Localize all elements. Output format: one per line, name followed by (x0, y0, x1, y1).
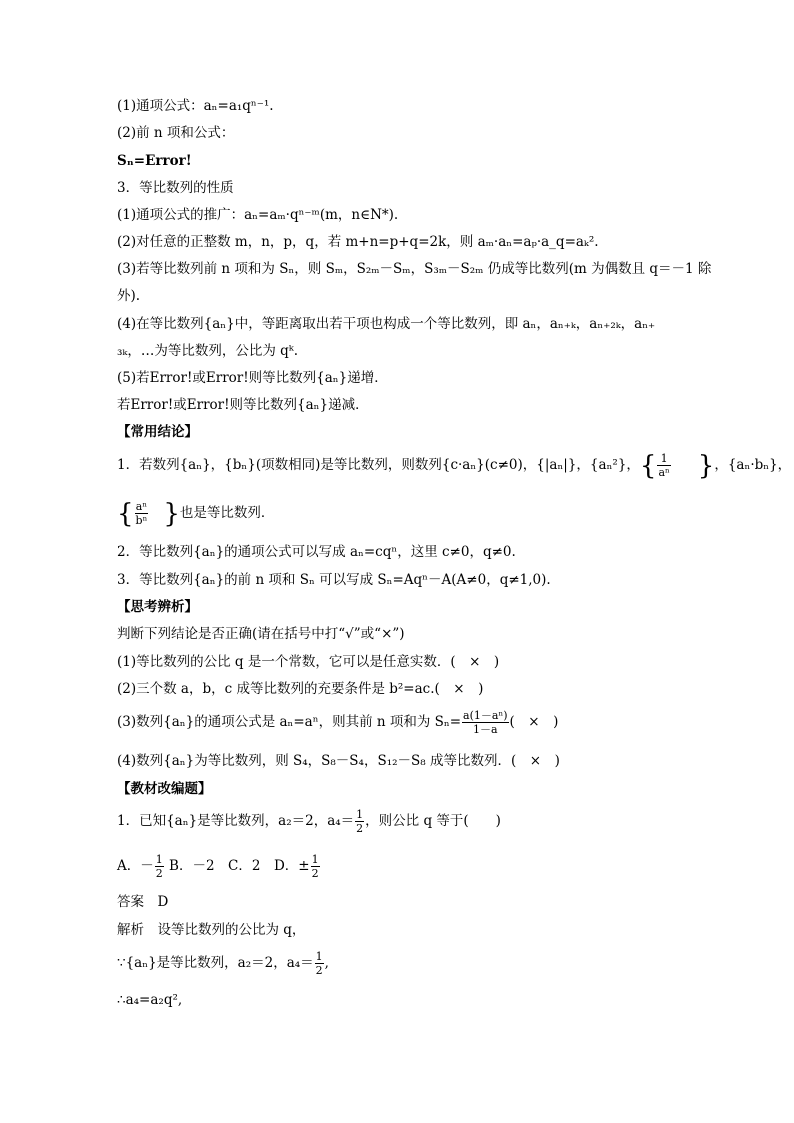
text-line (117, 500, 274, 527)
section-heading: 【教材改编题】 (117, 781, 212, 797)
text-span: 1．若数列{aₙ}，{bₙ}(项数相同)是等比数列，则数列{c·aₙ}(c≠0)，{|aₙ|}，{aₙ²}， (117, 457, 640, 473)
brace-symbol: { (639, 450, 657, 481)
text-span: ，{aₙ·bₙ}， (714, 457, 792, 473)
fraction-denominator: 2 (315, 964, 323, 977)
text-line: 3．等比数列{aₙ}的前 n 项和 Sₙ 可以写成 Sₙ=Aqⁿ－A(A≠0，q≠1,0). (117, 572, 551, 588)
fraction-numerator: 1 (657, 452, 670, 466)
text-span: (3)数列{aₙ}的通项公式是 aₙ=aⁿ，则其前 n 项和为 Sₙ= (117, 714, 462, 730)
fraction-denominator: aⁿ (658, 466, 670, 479)
text-line (117, 709, 558, 736)
text-line: (1)等比数列的公比 q 是一个常数，它可以是任意实数．( × ) (117, 654, 500, 670)
fraction-denominator: 2 (356, 822, 364, 835)
fraction-denominator: bⁿ (135, 514, 148, 527)
text-span: 也是等比数列． (179, 505, 275, 521)
text-line: (4)数列{aₙ}为等比数列，则 S₄，S₈－S₄，S₁₂－S₈ 成等比数列．( × ) (117, 753, 560, 769)
text-span: 1．已知{aₙ}是等比数列，a₂＝2，a₄＝ (117, 813, 355, 829)
text-line: (3)若等比数列前 n 项和为 Sₙ，则 Sₘ，S₂ₘ－Sₘ，S₃ₘ－S₂ₘ 仍成等比数列(m 为偶数且 q＝－1 除 (117, 261, 712, 277)
question-stem (117, 808, 501, 835)
fraction-numerator: 1 (311, 853, 319, 866)
answer-line: 答案 D (117, 894, 169, 910)
solution-line: ∴a₄=a₂q², (117, 992, 183, 1008)
text-span: A．－ (117, 858, 154, 874)
section-heading: 3．等比数列的性质 (117, 180, 234, 196)
fraction (135, 500, 149, 527)
text-line: (2)对任意的正整数 m，n，p，q，若 m+n=p+q=2k，则 aₘ·aₙ=aₚ·a_q=aₖ². (117, 234, 599, 250)
brace-symbol: { (117, 498, 134, 529)
section-heading: 【常用结论】 (117, 424, 198, 440)
fraction-numerator: a(1－aⁿ) (463, 709, 508, 722)
fraction-denominator: 2 (311, 867, 319, 880)
text-span: B．－2 C．2 D．± (164, 858, 310, 874)
text-span: ，则公比 q 等于( ) (365, 813, 501, 829)
text-line: 2．等比数列{aₙ}的通项公式可以写成 aₙ=cqⁿ，这里 c≠0，q≠0. (117, 544, 516, 560)
text-line: (1)通项公式：aₙ=a₁qⁿ⁻¹. (117, 98, 274, 114)
text-line: 外). (117, 288, 141, 304)
text-line: (4)在等比数列{aₙ}中，等距离取出若干项也构成一个等比数列，即 aₙ，aₙ₊ₖ，aₙ₊₂ₖ，aₙ₊ (117, 316, 656, 332)
fraction-denominator: 1－a (473, 723, 498, 736)
fraction (155, 853, 164, 880)
solution-line: 解析 设等比数列的公比为 q， (117, 922, 306, 938)
text-line: Sₙ=Error! (117, 153, 192, 169)
fraction-numerator: 1 (315, 950, 323, 963)
fraction-numerator: 1 (356, 808, 364, 821)
solution-line (117, 950, 329, 977)
text-line: (1)通项公式的推广：aₙ=aₘ·qⁿ⁻ᵐ(m，n∈N*). (117, 207, 399, 223)
fraction (657, 452, 670, 479)
brace-symbol: } (697, 450, 715, 481)
text-line: 若Error!或Error!则等比数列{aₙ}递减． (117, 397, 369, 413)
text-line: (5)若Error!或Error!则等比数列{aₙ}递增． (117, 370, 388, 386)
fraction-denominator: 2 (155, 867, 163, 880)
fraction (311, 853, 320, 880)
fraction (462, 709, 508, 736)
text-line: (2)三个数 a，b，c 成等比数列的充要条件是 b²=ac.( × ) (117, 681, 484, 697)
fraction-numerator: 1 (155, 853, 163, 866)
text-span: , (324, 955, 329, 971)
text-span: ( × ) (509, 714, 559, 730)
section-heading: 【思考辨析】 (117, 599, 198, 615)
text-span: ∵{aₙ}是等比数列，a₂＝2，a₄＝ (117, 955, 314, 971)
fraction (315, 950, 324, 977)
answer-options (117, 853, 321, 880)
text-line: (2)前 n 项和公式： (117, 125, 235, 141)
text-line: 判断下列结论是否正确(请在括号中打“√”或“×”) (117, 626, 405, 642)
text-line: ₃ₖ，…为等比数列，公比为 qᵏ. (117, 343, 298, 359)
brace-symbol: } (163, 498, 180, 529)
fraction-numerator: aⁿ (135, 500, 148, 513)
text-line (117, 452, 791, 479)
fraction (355, 808, 364, 835)
